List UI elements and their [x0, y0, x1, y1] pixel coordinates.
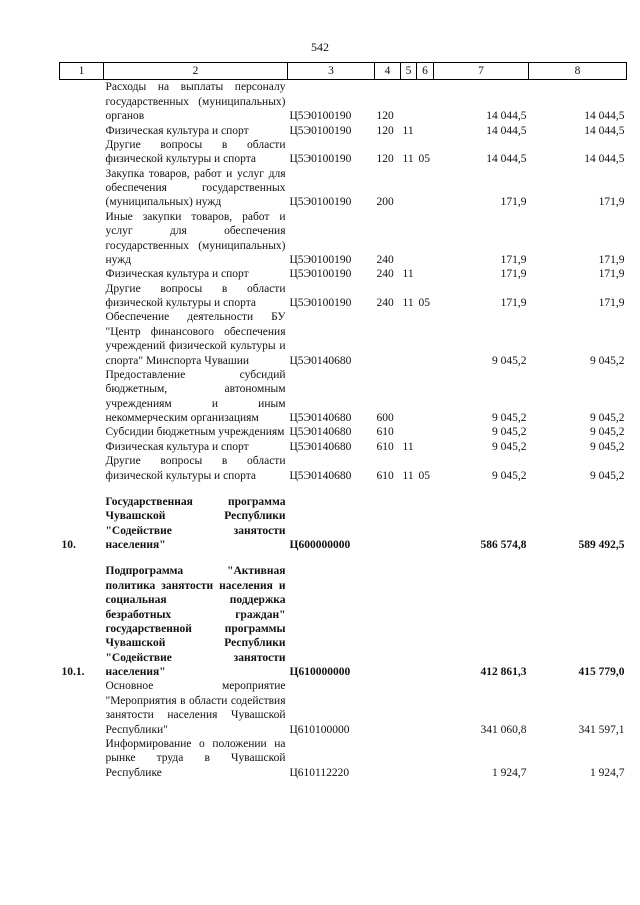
table-row — [60, 737, 627, 780]
budget-table — [59, 62, 627, 780]
row-code: Ц5Э0140680 — [289, 354, 352, 367]
row-value-2021: 171,9 — [598, 268, 625, 281]
column-header: 1 — [60, 63, 104, 80]
row-razdel — [401, 564, 417, 679]
column-header: 8 — [529, 63, 627, 80]
row-razdel: 11 — [402, 124, 414, 137]
row-razdel: 11 — [402, 297, 414, 309]
table-row — [60, 310, 627, 368]
row-name: Субсидии бюджетным учреждениям — [105, 426, 285, 439]
row-value-2020: 9 045,2 — [492, 426, 527, 439]
row-name: Физическая культура и спорт — [105, 124, 249, 137]
row-kvr: 240 — [376, 268, 394, 281]
table-row — [60, 564, 627, 679]
row-number — [60, 737, 104, 780]
row-podrazdel: 05 — [418, 469, 430, 482]
row-code: Ц5Э0100190 — [289, 196, 352, 209]
row-value-2020: 14 044,5 — [486, 110, 527, 123]
table-row — [60, 679, 627, 737]
row-value-2020: 14 044,5 — [486, 124, 527, 137]
row-number — [60, 368, 104, 426]
row-code: Ц610112220 — [289, 766, 350, 779]
row-code: Ц5Э0140680 — [289, 440, 352, 453]
row-value-2020: 9 045,2 — [492, 354, 527, 367]
row-razdel — [401, 495, 417, 553]
row-value-2020: 1 924,7 — [492, 766, 527, 779]
row-razdel — [401, 679, 417, 737]
row-name: Основное мероприятие "Мероприятия в области содействия занятости населения Чувашской Республики" — [105, 680, 286, 736]
row-kvr: 200 — [376, 196, 394, 209]
row-value-2021: 9 045,2 — [590, 440, 625, 453]
row-kvr — [375, 310, 401, 368]
row-value-2021: 9 045,2 — [590, 426, 625, 439]
row-value-2021: 1 924,7 — [590, 766, 625, 779]
row-code: Ц5Э0100190 — [289, 124, 352, 137]
row-number — [60, 679, 104, 737]
row-value-2020: 341 060,8 — [480, 723, 527, 736]
row-podrazdel — [417, 564, 434, 679]
row-podrazdel — [417, 425, 434, 439]
row-name: Физическая культура и спорт — [105, 440, 249, 453]
column-header: 5 — [401, 63, 417, 80]
row-razdel: 11 — [402, 268, 414, 281]
row-value-2021: 171,9 — [598, 253, 625, 266]
table-row — [60, 425, 627, 439]
row-name: Другие вопросы в области физической культуры и спорта — [105, 138, 286, 166]
row-kvr: 120 — [376, 153, 394, 166]
row-number — [60, 310, 104, 368]
table-row — [60, 440, 627, 454]
row-value-2020: 9 045,2 — [492, 440, 527, 453]
row-kvr: 120 — [376, 110, 394, 123]
row-code: Ц5Э0100190 — [289, 253, 352, 266]
row-number: 10. — [61, 539, 76, 551]
table-row — [60, 124, 627, 138]
row-value-2021: 14 044,5 — [584, 110, 625, 123]
row-razdel — [401, 737, 417, 780]
table-row — [60, 267, 627, 281]
row-razdel — [401, 167, 417, 210]
table-row — [60, 368, 627, 426]
row-kvr — [375, 564, 401, 679]
table-row — [60, 210, 627, 268]
row-value-2021: 171,9 — [598, 196, 625, 209]
row-razdel: 11 — [402, 153, 414, 166]
row-number — [60, 282, 104, 311]
row-podrazdel: 05 — [418, 153, 430, 166]
row-razdel — [401, 310, 417, 368]
row-name: Другие вопросы в области физической культуры и спорта — [105, 282, 286, 309]
header-row — [60, 63, 627, 80]
row-kvr: 240 — [376, 253, 394, 266]
row-value-2021: 9 045,2 — [590, 354, 625, 367]
row-razdel — [401, 425, 417, 439]
row-name: Иные закупки товаров, работ и услуг для обеспечения государственных (муниципальных) нужд — [105, 210, 286, 266]
table-body — [60, 80, 627, 780]
spacer-row — [60, 552, 627, 564]
row-code: Ц600000000 — [289, 539, 351, 551]
row-number: 10.1. — [61, 666, 85, 678]
row-number — [60, 440, 104, 454]
row-value-2020: 586 574,8 — [480, 539, 527, 551]
row-code: Ц5Э0140680 — [289, 412, 352, 424]
row-podrazdel — [417, 737, 434, 780]
row-number — [60, 167, 104, 210]
row-podrazdel: 05 — [418, 297, 430, 309]
row-value-2020: 9 045,2 — [492, 469, 527, 482]
row-value-2020: 171,9 — [500, 253, 527, 266]
table-row — [60, 167, 627, 210]
row-name: Другие вопросы в области физической культуры и спорта — [105, 455, 286, 482]
row-number — [60, 454, 104, 483]
row-code: Ц5Э0140680 — [289, 469, 352, 482]
row-code: Ц610100000 — [289, 723, 350, 736]
row-value-2021: 14 044,5 — [584, 124, 625, 137]
row-razdel: 11 — [402, 469, 414, 482]
spacer-cell — [60, 483, 627, 495]
row-value-2021: 9 045,2 — [590, 412, 625, 424]
row-kvr: 120 — [376, 124, 394, 137]
row-name: Расходы на выплаты персоналу государственных (муниципальных) органов — [105, 81, 286, 123]
row-value-2021: 415 779,0 — [578, 666, 625, 678]
page-number: 542 — [311, 40, 329, 54]
row-number — [60, 80, 104, 124]
row-razdel — [401, 80, 417, 124]
row-kvr: 600 — [376, 412, 394, 424]
row-value-2021: 9 045,2 — [590, 469, 625, 482]
row-value-2021: 341 597,1 — [578, 723, 625, 736]
row-name: Предоставление субсидий бюджетным, автономным учреждениям и иным некоммерческим организациям — [105, 368, 286, 424]
row-code: Ц5Э0100190 — [289, 153, 352, 166]
row-name: Государственная программа Чувашской Республики "Содействие занятости населения" — [105, 495, 286, 551]
spacer-cell — [60, 552, 627, 564]
row-value-2020: 9 045,2 — [492, 412, 527, 424]
row-value-2021: 171,9 — [598, 297, 625, 309]
row-number — [60, 138, 104, 167]
row-code: Ц5Э0100190 — [289, 110, 352, 123]
row-podrazdel — [417, 310, 434, 368]
column-header: 2 — [104, 63, 288, 80]
row-name: Обеспечение деятельности БУ "Центр финансового обеспечения учреждений физической культуры и спорта" Минспорта Чувашии — [105, 311, 286, 367]
row-kvr — [375, 679, 401, 737]
row-code: Ц5Э0100190 — [289, 268, 352, 281]
row-podrazdel — [417, 495, 434, 553]
row-kvr: 240 — [376, 297, 394, 309]
table-row — [60, 282, 627, 311]
row-name: Информирование о положении на рынке труда в Чувашской Республике — [105, 737, 286, 779]
row-podrazdel — [417, 124, 434, 138]
table-row — [60, 138, 627, 167]
row-value-2020: 412 861,3 — [480, 666, 527, 678]
row-podrazdel — [417, 80, 434, 124]
row-kvr: 610 — [376, 469, 394, 482]
row-value-2020: 171,9 — [500, 196, 527, 209]
row-value-2021: 589 492,5 — [578, 539, 625, 551]
row-razdel — [401, 368, 417, 426]
row-value-2021: 14 044,5 — [584, 153, 625, 166]
row-razdel — [401, 210, 417, 268]
column-header: 6 — [417, 63, 434, 80]
row-value-2020: 171,9 — [500, 268, 527, 281]
row-kvr — [375, 495, 401, 553]
row-razdel: 11 — [402, 440, 414, 453]
row-code: Ц5Э0140680 — [289, 426, 352, 439]
row-number — [60, 124, 104, 138]
column-header: 7 — [434, 63, 529, 80]
row-code: Ц610000000 — [289, 666, 351, 678]
row-value-2020: 171,9 — [500, 297, 527, 309]
row-number — [60, 267, 104, 281]
row-podrazdel — [417, 679, 434, 737]
row-podrazdel — [417, 440, 434, 454]
table-row — [60, 80, 627, 124]
row-number — [60, 210, 104, 268]
row-value-2020: 14 044,5 — [486, 153, 527, 166]
row-podrazdel — [417, 267, 434, 281]
row-kvr: 610 — [376, 440, 394, 453]
column-header: 3 — [288, 63, 375, 80]
table-row — [60, 495, 627, 553]
row-name: Закупка товаров, работ и услуг для обеспечения государственных (муниципальных) нужд — [105, 167, 286, 209]
row-name: Подпрограмма "Активная политика занятости населения и социальная поддержка безработных граждан" государственной программы Чувашской Республики "Содействие занятости населения" — [105, 565, 286, 678]
row-podrazdel — [417, 368, 434, 426]
row-kvr — [375, 737, 401, 780]
row-podrazdel — [417, 210, 434, 268]
row-kvr: 610 — [376, 426, 394, 439]
spacer-row — [60, 483, 627, 495]
row-code: Ц5Э0100190 — [289, 297, 352, 309]
table-row — [60, 454, 627, 483]
row-number — [60, 425, 104, 439]
column-header: 4 — [375, 63, 401, 80]
row-name: Физическая культура и спорт — [105, 268, 249, 281]
row-podrazdel — [417, 167, 434, 210]
